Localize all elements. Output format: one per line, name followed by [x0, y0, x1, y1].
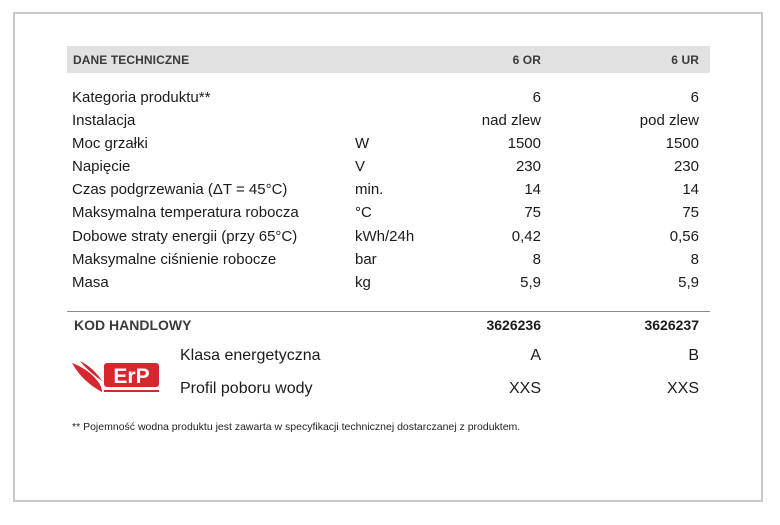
- row-unit: kg: [355, 274, 371, 291]
- row-label: Masa: [72, 274, 109, 291]
- row-value-6-or: 6: [532, 89, 541, 106]
- row-unit: °C: [355, 204, 372, 221]
- row-value-6-or: 230: [515, 158, 541, 175]
- row-label: Profil poboru wody: [180, 380, 313, 397]
- table-title: DANE TECHNICZNE: [73, 53, 190, 67]
- column-header-6-or: 6 OR: [512, 53, 541, 67]
- row-label: Dobowe straty energii (przy 65°C): [72, 228, 298, 245]
- footnote: ** Pojemność wodna produktu jest zawarta w specyfikacji technicznej dostarczanej z produktem.: [72, 421, 521, 433]
- row-label: Czas podgrzewania (ΔT = 45°C): [72, 181, 288, 198]
- table-row: [0, 249, 780, 271]
- table-row: [0, 179, 780, 201]
- row-label: Klasa energetyczna: [180, 347, 321, 364]
- row-label: Maksymalna temperatura robocza: [72, 204, 299, 221]
- row-value-6-ur: 5,9: [678, 274, 699, 291]
- row-value-6-or: A: [530, 347, 541, 364]
- row-unit: min.: [355, 181, 384, 198]
- column-header-6-ur: 6 UR: [671, 53, 699, 67]
- row-value-6-or: 1500: [507, 135, 541, 152]
- row-unit: bar: [355, 251, 377, 268]
- table-row: [0, 156, 780, 178]
- row-value-6-ur: 1500: [665, 135, 699, 152]
- row-value-6-ur: pod zlew: [639, 112, 699, 129]
- row-unit: V: [355, 158, 366, 175]
- table-row: [0, 377, 780, 401]
- row-value-6-or: 5,9: [520, 274, 541, 291]
- section-divider: [67, 311, 710, 312]
- row-value-6-or: 0,42: [511, 228, 541, 245]
- table-row: [0, 133, 780, 155]
- row-value-6-or: 14: [524, 181, 541, 198]
- row-label: Instalacja: [72, 112, 136, 129]
- row-value-6-or: nad zlew: [481, 112, 541, 129]
- row-value-6-ur: 230: [673, 158, 699, 175]
- row-value-6-or: 75: [524, 204, 541, 221]
- table-row: [0, 344, 780, 368]
- row-value-6-ur: 14: [682, 181, 699, 198]
- row-value-6-or: 8: [532, 251, 541, 268]
- kod-value-6-or: 3626236: [486, 317, 541, 333]
- row-label: Kategoria produktu**: [72, 89, 211, 106]
- erp-logo-text: ErP: [113, 365, 150, 388]
- row-label: Moc grzałki: [72, 135, 148, 152]
- table-row: [0, 110, 780, 132]
- row-label: Maksymalne ciśnienie robocze: [72, 251, 277, 268]
- row-value-6-ur: 6: [690, 89, 699, 106]
- row-value-6-ur: 8: [690, 251, 699, 268]
- kod-value-6-ur: 3626237: [644, 317, 699, 333]
- table-row: [0, 87, 780, 109]
- table-row: [0, 226, 780, 248]
- table-row: [0, 202, 780, 224]
- table-row: [0, 272, 780, 294]
- row-value-6-ur: XXS: [666, 380, 699, 397]
- row-value-6-ur: 75: [682, 204, 699, 221]
- row-value-6-ur: B: [688, 347, 699, 364]
- row-label: Napięcie: [72, 158, 131, 175]
- kod-handlowy-label: KOD HANDLOWY: [74, 317, 192, 333]
- row-value-6-or: XXS: [508, 380, 541, 397]
- row-value-6-ur: 0,56: [669, 228, 699, 245]
- row-unit: W: [355, 135, 370, 152]
- row-unit: kWh/24h: [355, 228, 415, 245]
